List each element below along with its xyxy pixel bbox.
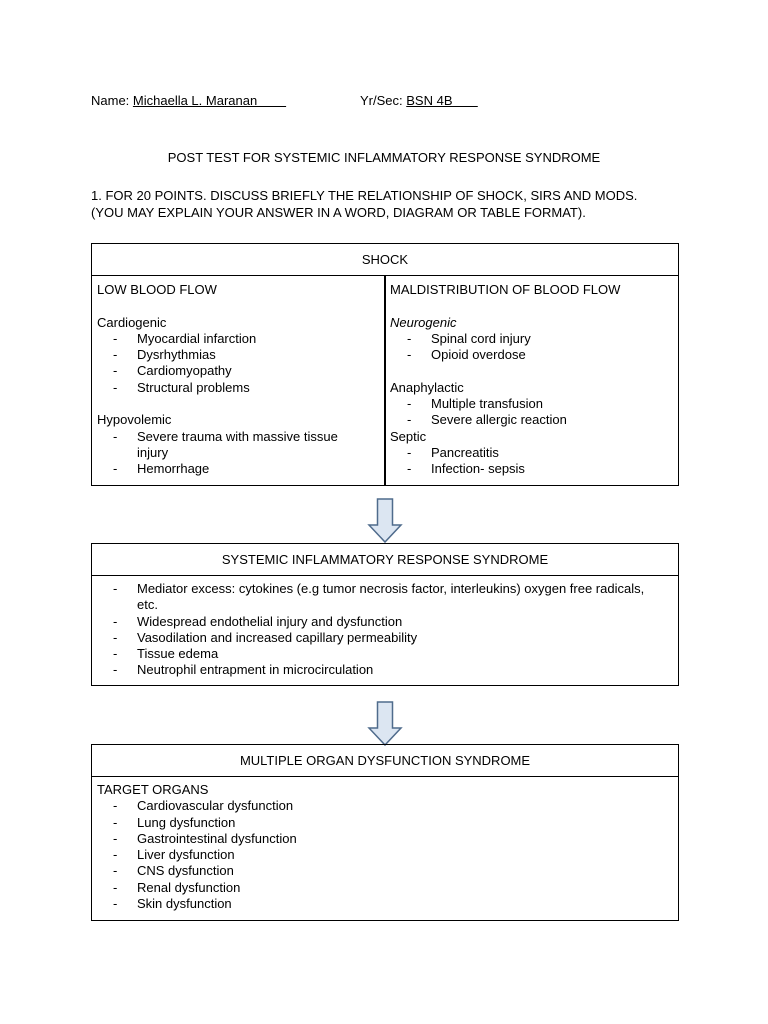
down-arrow-icon (367, 498, 403, 544)
sirs-list (92, 581, 652, 679)
target-organs-label: TARGET ORGANS (97, 782, 209, 797)
list-item: - Myocardial infarction (92, 331, 377, 347)
question-line-1: 1. FOR 20 POINTS. DISCUSS BRIEFLY THE RELATIONSHIP OF SHOCK, SIRS AND MODS. (91, 188, 638, 203)
list-item: - Skin dysfunction (92, 896, 657, 912)
list-item: - Severe allergic reaction (386, 412, 675, 428)
list-item: - Severe trauma with massive tissue injury (92, 429, 362, 462)
list-item: - Cardiomyopathy (92, 363, 377, 379)
mods-title: MULTIPLE ORGAN DYSFUNCTION SYNDROME (239, 753, 531, 768)
cardiogenic-list (92, 331, 377, 396)
sirs-header-divider (92, 575, 678, 576)
list-item: - Cardiovascular dysfunction (92, 798, 657, 814)
list-item: - Pancreatitis (386, 445, 675, 461)
list-item: - Liver dysfunction (92, 847, 657, 863)
list-item: - Mediator excess: cytokines (e.g tumor necrosis factor, interleukins) oxygen free radicals, etc. (92, 581, 652, 614)
list-item: - Neutrophil entrapment in microcirculation (92, 662, 652, 678)
maldistribution-heading: MALDISTRIBUTION OF BLOOD FLOW (390, 282, 621, 297)
list-item: - Dysrhythmias (92, 347, 377, 363)
neurogenic-list (386, 331, 675, 364)
list-item: - CNS dysfunction (92, 863, 657, 879)
maldistribution-column (390, 282, 675, 478)
list-item: - Spinal cord injury (386, 331, 675, 347)
list-item: - Structural problems (92, 380, 377, 396)
page-title: POST TEST FOR SYSTEMIC INFLAMMATORY RESPONSE SYNDROME (167, 150, 601, 165)
sirs-title: SYSTEMIC INFLAMMATORY RESPONSE SYNDROME (221, 552, 549, 567)
list-item: - Multiple transfusion (386, 396, 675, 412)
low-blood-flow-heading: LOW BLOOD FLOW (97, 282, 217, 297)
name-value: Michaella L. Maranan (132, 93, 287, 108)
yrsec-value: BSN 4B (406, 93, 478, 108)
list-item: - Renal dysfunction (92, 880, 657, 896)
neurogenic-label: Neurogenic (390, 314, 457, 330)
hypovolemic-label: Hypovolemic (97, 412, 172, 428)
down-arrow-icon (367, 701, 403, 747)
low-blood-flow-column (97, 282, 377, 478)
mods-header-divider (92, 776, 678, 777)
sirs-box (91, 543, 679, 686)
list-item: - Widespread endothelial injury and dysfunction (92, 614, 652, 630)
shock-box (91, 243, 679, 486)
hypovolemic-list (92, 429, 362, 478)
question-line-2: (YOU MAY EXPLAIN YOUR ANSWER IN A WORD, DIAGRAM OR TABLE FORMAT). (91, 205, 586, 220)
shock-title: SHOCK (361, 252, 409, 267)
list-item: - Opioid overdose (386, 347, 675, 363)
list-item: - Tissue edema (92, 646, 652, 662)
septic-list (386, 445, 675, 478)
mods-box (91, 744, 679, 921)
mods-content (97, 782, 657, 912)
list-item: - Lung dysfunction (92, 815, 657, 831)
list-item: - Infection- sepsis (386, 461, 675, 477)
list-item: - Gastrointestinal dysfunction (92, 831, 657, 847)
cardiogenic-label: Cardiogenic (97, 314, 167, 330)
name-row (91, 93, 286, 109)
yrsec-row (360, 93, 478, 109)
yrsec-label: Yr/Sec: (360, 93, 407, 108)
mods-list (92, 798, 657, 912)
list-item: - Hemorrhage (92, 461, 362, 477)
anaphylactic-label: Anaphylactic (390, 379, 464, 395)
anaphylactic-list (386, 396, 675, 429)
list-item: - Vasodilation and increased capillary permeability (92, 630, 652, 646)
name-label: Name: (91, 93, 133, 108)
septic-label: Septic (390, 428, 427, 444)
